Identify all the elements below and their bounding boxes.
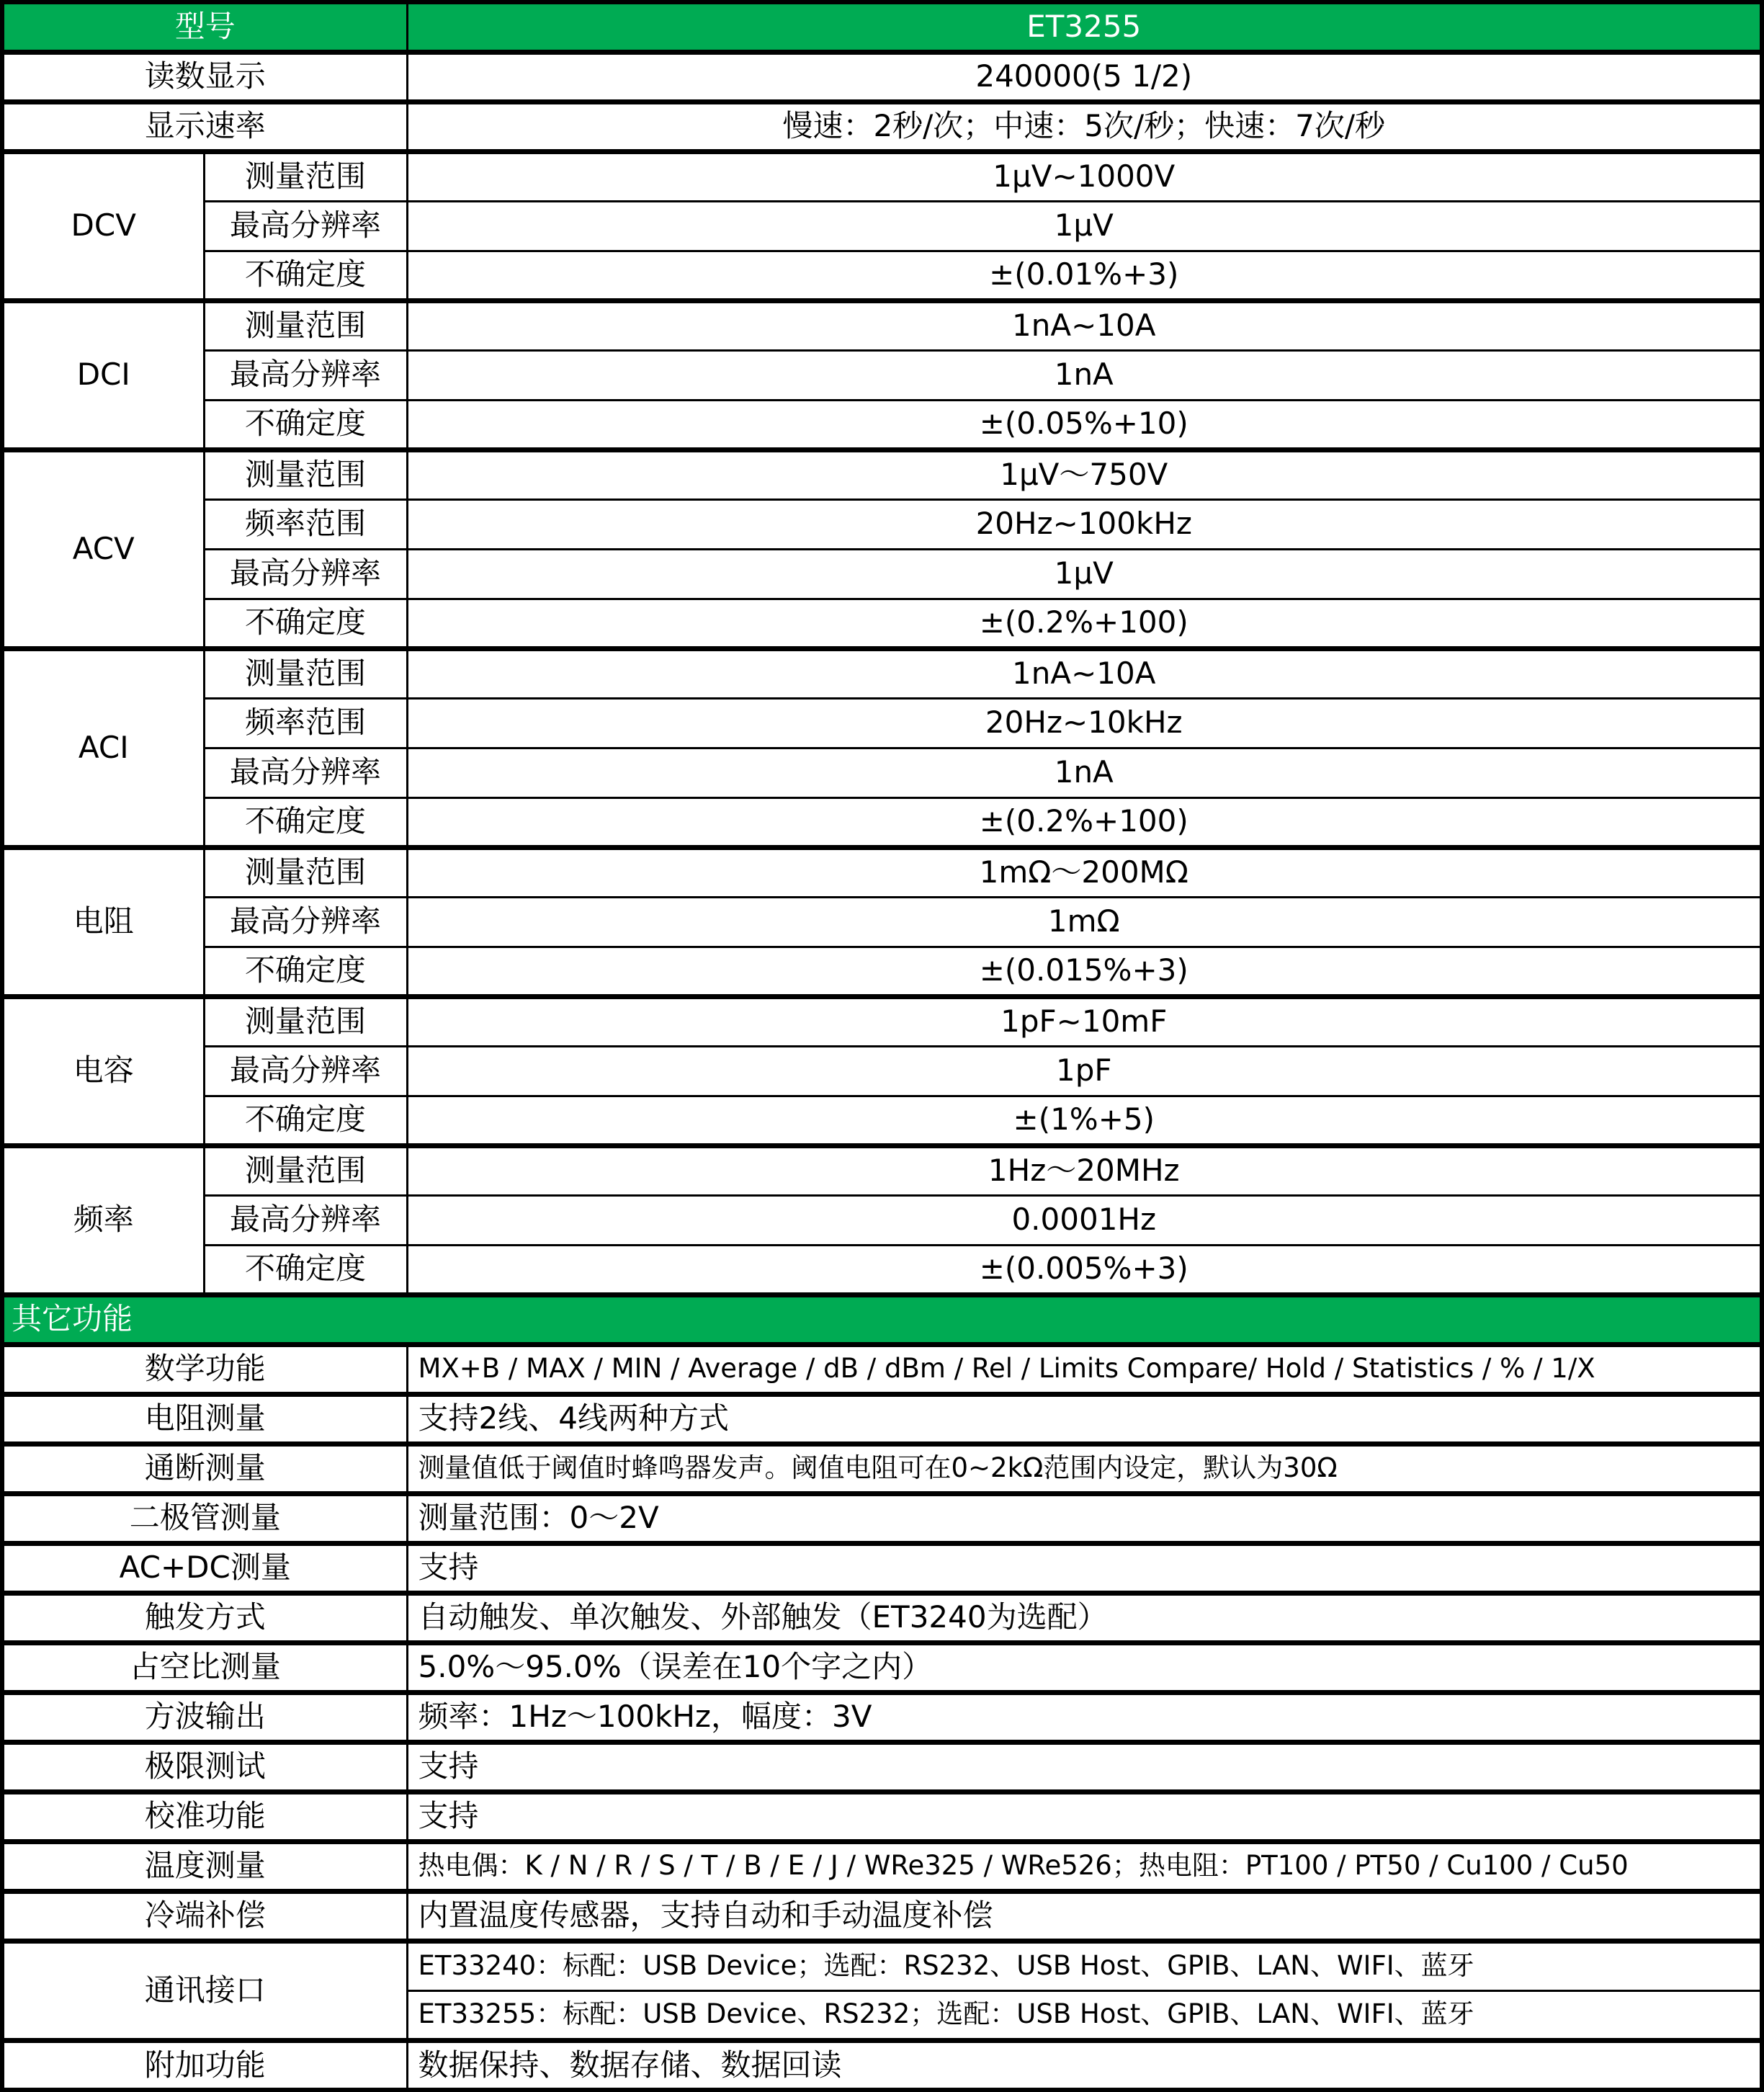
row-value: 1Hz～20MHz — [407, 1145, 1762, 1195]
row-value: ±(0.01%+3) — [407, 251, 1762, 300]
function-value: 数据保持、数据存储、数据回读 — [407, 2040, 1762, 2090]
section-name-cell: 频率 — [2, 1145, 204, 1295]
table-row — [2, 1891, 1762, 1941]
table-row — [2, 151, 1762, 201]
row-label: 最高分辨率 — [204, 549, 407, 599]
function-label: 通讯接口 — [2, 1941, 407, 2040]
table-row — [2, 1245, 1762, 1295]
row-value: 1μV — [407, 201, 1762, 251]
table-row — [2, 350, 1762, 400]
table-row — [2, 1394, 1762, 1444]
row-label: 测量范围 — [204, 450, 407, 499]
table-row — [2, 251, 1762, 300]
function-value: 自动触发、单次触发、外部触发（ET3240为选配） — [407, 1593, 1762, 1642]
table-row — [2, 1145, 1762, 1195]
table-row — [2, 1096, 1762, 1145]
model-header-row — [2, 2, 1762, 52]
table-row — [2, 648, 1762, 698]
function-value: 频率：1Hz～100kHz，幅度：3V — [407, 1692, 1762, 1742]
function-value: 支持 — [407, 1543, 1762, 1593]
row-label: 频率范围 — [204, 698, 407, 748]
row-value: 1μV — [407, 549, 1762, 599]
model-label: 型号 — [2, 2, 407, 52]
function-label: 附加功能 — [2, 2040, 407, 2090]
section-name-cell: 电阻 — [2, 847, 204, 996]
row-label: 最高分辨率 — [204, 201, 407, 251]
row-label: 不确定度 — [204, 947, 407, 996]
table-row — [2, 1742, 1762, 1792]
row-label: 最高分辨率 — [204, 350, 407, 400]
function-value: MX+B / MAX / MIN / Average / dB / dBm / Rel / Limits Compare/ Hold / Statistics / % / 1/X — [407, 1344, 1762, 1394]
other-functions-header — [2, 1295, 1762, 1344]
row-label: 测量范围 — [204, 847, 407, 897]
function-value: ET33255：标配：USB Device、RS232；选配：USB Host、GPIB、LAN、WIFI、蓝牙 — [407, 1990, 1762, 2040]
function-label: 触发方式 — [2, 1593, 407, 1642]
row-value: ±(0.015%+3) — [407, 947, 1762, 996]
row-label: 测量范围 — [204, 300, 407, 350]
row-label: 测量范围 — [204, 1145, 407, 1195]
row-label: 测量范围 — [204, 151, 407, 201]
table-row — [2, 947, 1762, 996]
function-label: 通断测量 — [2, 1444, 407, 1493]
table-row — [2, 102, 1762, 151]
table-row — [2, 1543, 1762, 1593]
row-value: 1mΩ～200MΩ — [407, 847, 1762, 897]
row-value: 慢速：2秒/次；中速：5次/秒；快速：7次/秒 — [407, 102, 1762, 151]
function-value: ET33240：标配：USB Device；选配：RS232、USB Host、GPIB、LAN、WIFI、蓝牙 — [407, 1941, 1762, 1990]
row-value: 1nA — [407, 350, 1762, 400]
table-row — [2, 1444, 1762, 1493]
table-row — [2, 1046, 1762, 1096]
function-label: 数学功能 — [2, 1344, 407, 1394]
table-row — [2, 1195, 1762, 1245]
function-label: 温度测量 — [2, 1841, 407, 1891]
function-label: AC+DC测量 — [2, 1543, 407, 1593]
function-value: 支持 — [407, 1792, 1762, 1841]
row-value: 20Hz~100kHz — [407, 499, 1762, 549]
row-label: 最高分辨率 — [204, 748, 407, 797]
row-value: 1pF~10mF — [407, 996, 1762, 1046]
row-value: 1nA — [407, 748, 1762, 797]
row-label: 不确定度 — [204, 400, 407, 450]
row-value: 1nA~10A — [407, 300, 1762, 350]
table-row — [2, 797, 1762, 847]
table-row — [2, 1642, 1762, 1692]
row-label: 测量范围 — [204, 996, 407, 1046]
table-row — [2, 201, 1762, 251]
row-label: 不确定度 — [204, 797, 407, 847]
row-label: 频率范围 — [204, 499, 407, 549]
row-value: 1nA~10A — [407, 648, 1762, 698]
row-label: 读数显示 — [2, 52, 407, 102]
table-row — [2, 599, 1762, 648]
section-name-cell: DCV — [2, 151, 204, 300]
function-value: 测量值低于阈值时蜂鸣器发声。阈值电阻可在0~2kΩ范围内设定，默认为30Ω — [407, 1444, 1762, 1493]
table-row — [2, 1344, 1762, 1394]
table-row — [2, 400, 1762, 450]
table-row — [2, 549, 1762, 599]
model-value: ET3255 — [407, 2, 1762, 52]
function-label: 极限测试 — [2, 1742, 407, 1792]
row-value: 1μV~1000V — [407, 151, 1762, 201]
row-label: 最高分辨率 — [204, 897, 407, 947]
row-value: ±(0.2%+100) — [407, 599, 1762, 648]
table-row — [2, 1841, 1762, 1891]
function-label: 冷端补偿 — [2, 1891, 407, 1941]
row-label: 测量范围 — [204, 648, 407, 698]
table-row — [2, 52, 1762, 102]
row-value: 0.0001Hz — [407, 1195, 1762, 1245]
table-row — [2, 1692, 1762, 1742]
row-value: 1μV～750V — [407, 450, 1762, 499]
section-name-cell: ACV — [2, 450, 204, 648]
function-label: 占空比测量 — [2, 1642, 407, 1692]
function-label: 电阻测量 — [2, 1394, 407, 1444]
other-functions-label: 其它功能 — [2, 1295, 1762, 1344]
table-row — [2, 996, 1762, 1046]
row-value: 1mΩ — [407, 897, 1762, 947]
function-value: 支持2线、4线两种方式 — [407, 1394, 1762, 1444]
row-value: 240000(5 1/2) — [407, 52, 1762, 102]
function-value: 5.0%～95.0%（误差在10个字之内） — [407, 1642, 1762, 1692]
row-value: ±(0.05%+10) — [407, 400, 1762, 450]
table-row — [2, 300, 1762, 350]
row-value: 1pF — [407, 1046, 1762, 1096]
function-label: 校准功能 — [2, 1792, 407, 1841]
table-row — [2, 499, 1762, 549]
table-row — [2, 2040, 1762, 2090]
section-name-cell: 电容 — [2, 996, 204, 1145]
function-label: 方波输出 — [2, 1692, 407, 1742]
row-label: 不确定度 — [204, 1245, 407, 1295]
section-name-cell: ACI — [2, 648, 204, 847]
function-value: 内置温度传感器，支持自动和手动温度补偿 — [407, 1891, 1762, 1941]
row-label: 不确定度 — [204, 251, 407, 300]
table-row — [2, 1792, 1762, 1841]
table-row — [2, 1941, 1762, 1990]
row-value: ±(1%+5) — [407, 1096, 1762, 1145]
function-value: 支持 — [407, 1742, 1762, 1792]
row-value: ±(0.2%+100) — [407, 797, 1762, 847]
section-name-cell: DCI — [2, 300, 204, 450]
table-row — [2, 450, 1762, 499]
row-value: ±(0.005%+3) — [407, 1245, 1762, 1295]
row-label: 最高分辨率 — [204, 1046, 407, 1096]
row-label: 不确定度 — [204, 1096, 407, 1145]
row-label: 最高分辨率 — [204, 1195, 407, 1245]
function-label: 二极管测量 — [2, 1493, 407, 1543]
table-row — [2, 1593, 1762, 1642]
table-row — [2, 1493, 1762, 1543]
table-row — [2, 847, 1762, 897]
table-row — [2, 897, 1762, 947]
table-row — [2, 748, 1762, 797]
function-value: 测量范围：0～2V — [407, 1493, 1762, 1543]
row-label: 不确定度 — [204, 599, 407, 648]
row-value: 20Hz~10kHz — [407, 698, 1762, 748]
table-row — [2, 698, 1762, 748]
row-label: 显示速率 — [2, 102, 407, 151]
function-value: 热电偶：K / N / R / S / T / B / E / J / WRe325 / WRe526；热电阻：PT100 / PT50 / Cu100 / Cu50 — [407, 1841, 1762, 1891]
